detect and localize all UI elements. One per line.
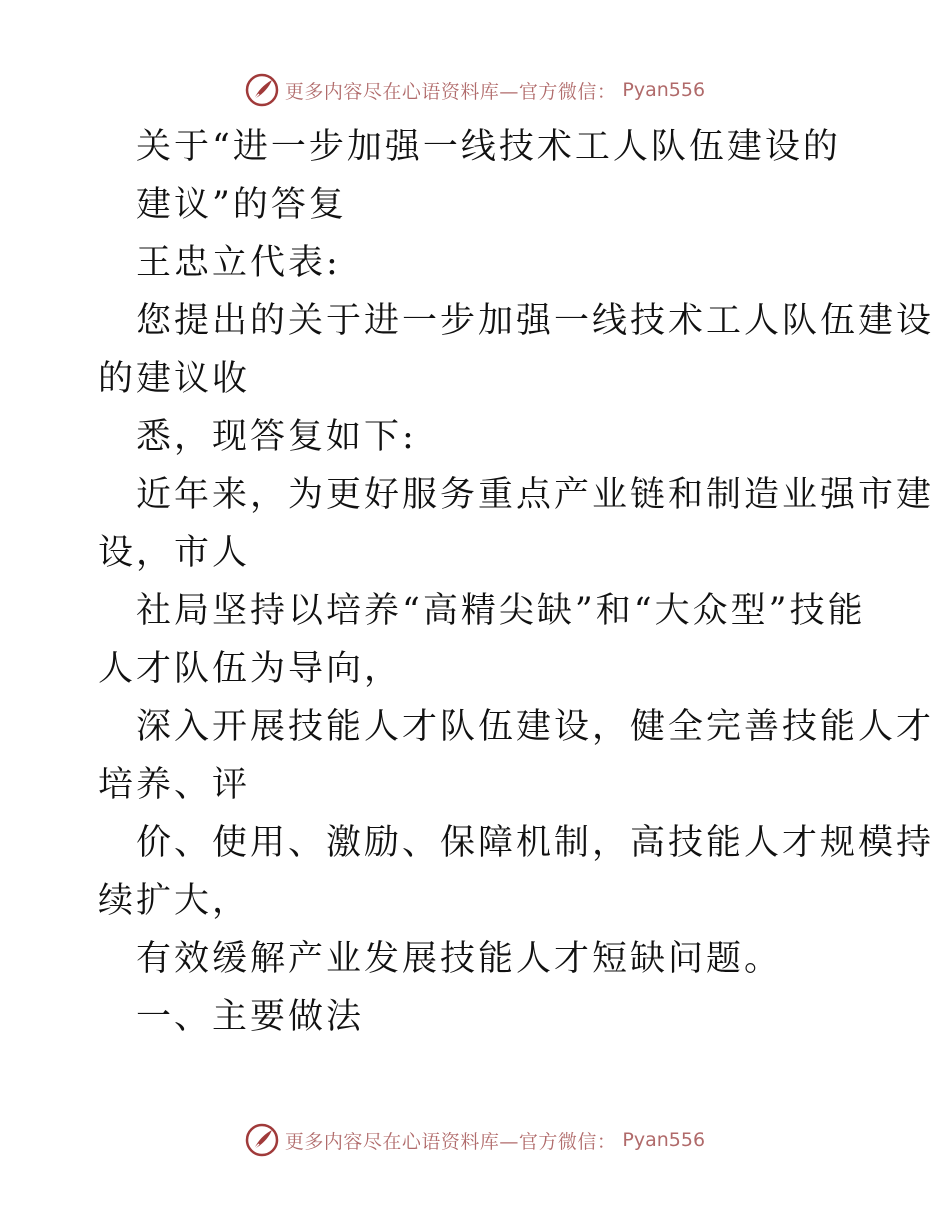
text-line: 深入开展技能人才队伍建设，健全完善技能人才	[136, 707, 935, 747]
text-line: 您提出的关于进一步加强一线技术工人队伍建设	[136, 301, 935, 341]
text-line: 王忠立代表:	[136, 243, 341, 283]
quill-pen-logo-icon	[245, 1123, 279, 1157]
text-line: 悉，现答复如下:	[136, 417, 417, 457]
document-body	[98, 118, 935, 1046]
watermark-handle: Pyan556	[622, 79, 706, 101]
text-line: 的建议收	[98, 359, 251, 399]
text-line: 培养、评	[98, 765, 251, 805]
watermark-handle: Pyan556	[622, 1129, 706, 1151]
text-line: 一、主要做法	[136, 997, 365, 1037]
text-line: 建议”的答复	[136, 185, 347, 225]
text-line: 价、使用、激励、保障机制，高技能人才规模持	[136, 823, 935, 863]
text-line: 有效缓解产业发展技能人才短缺问题。	[136, 939, 783, 979]
text-line: 续扩大，	[98, 881, 251, 921]
watermark-header	[0, 70, 950, 110]
watermark-text: 更多内容尽在心语资料库—官方微信：	[284, 1130, 617, 1153]
text-line: 关于“进一步加强一线技术工人队伍建设的	[136, 127, 841, 167]
text-line: 近年来，为更好服务重点产业链和制造业强市建	[136, 475, 935, 515]
watermark-text: 更多内容尽在心语资料库—官方微信：	[284, 80, 617, 103]
quill-pen-logo-icon	[245, 73, 279, 107]
text-line: 社局坚持以培养“高精尖缺”和“大众型”技能	[136, 591, 866, 631]
text-line: 人才队伍为导向，	[98, 649, 403, 689]
watermark-footer	[0, 1120, 950, 1160]
text-line: 设，市人	[98, 533, 251, 573]
